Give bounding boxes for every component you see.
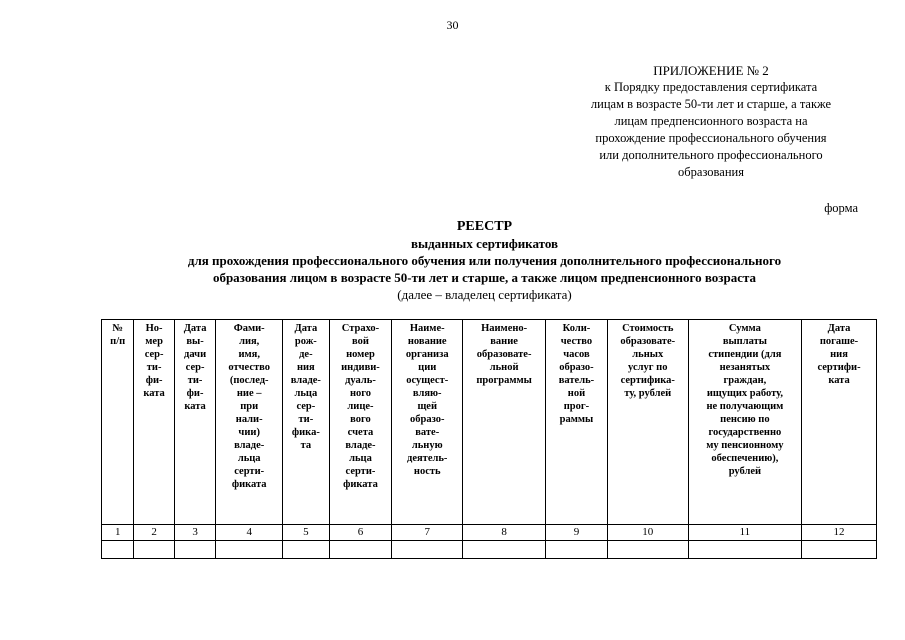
appendix-line: прохождение профессионального обучения [595, 131, 827, 145]
empty-data-row [102, 541, 877, 559]
column-number: 10 [607, 525, 688, 541]
document-title [0, 218, 905, 303]
header-cell: Стоимость образовате- льных услуг по сертифика- ту, рублей [607, 320, 688, 525]
header-cell: Коли- чество часов образо- ватель- ной прог- раммы [546, 320, 608, 525]
column-number: 6 [329, 525, 392, 541]
header-cell: Наимено- вание образовате- льной программы [463, 320, 546, 525]
appendix-line: образования [678, 165, 744, 179]
header-cell: Дата погаше- ния сертифи- ката [802, 320, 877, 525]
appendix-title: ПРИЛОЖЕНИЕ № 2 [653, 63, 769, 78]
empty-cell [216, 541, 283, 559]
title-line: выданных сертификатов [410, 236, 559, 251]
appendix-line: лицам в возрасте 50-ти лет и старше, а также [590, 97, 832, 111]
header-cell: № п/п [102, 320, 134, 525]
column-number: 8 [463, 525, 546, 541]
empty-cell [463, 541, 546, 559]
header-cell: Дата вы- дачи сер- ти- фи- ката [174, 320, 215, 525]
empty-cell [392, 541, 463, 559]
header-cell: Фами- лия, имя, отчество (послед- ние – при нали- чии) владе- льца серти- фиката [216, 320, 283, 525]
column-number: 9 [546, 525, 608, 541]
table-header-row [102, 320, 877, 525]
empty-cell [802, 541, 877, 559]
appendix-line: лицам предпенсионного возраста на [614, 114, 808, 128]
title-line: РЕЕСТР [456, 219, 513, 234]
registry-table [101, 319, 877, 559]
title-line: образования лицом в возрасте 50-ти лет и старше, а также лицом предпенсионного возраста [212, 270, 757, 285]
empty-cell [134, 541, 174, 559]
column-number: 7 [392, 525, 463, 541]
column-number: 1 [102, 525, 134, 541]
header-cell: Сумма выплаты стипендии (для незанятых граждан, ищущих работу, не получающим пенсию по государственно му пенсионному обеспечению), рублей [688, 320, 801, 525]
header-cell: Наиме- нование организа ции осущест- вляю- щей образо- вате- льную деятель- ность [392, 320, 463, 525]
empty-cell [607, 541, 688, 559]
column-number: 3 [174, 525, 215, 541]
empty-cell [546, 541, 608, 559]
header-cell: Дата рож- де- ния владе- льца сер- ти- фика- та [283, 320, 330, 525]
column-number: 12 [802, 525, 877, 541]
column-number: 2 [134, 525, 174, 541]
empty-cell [688, 541, 801, 559]
empty-cell [283, 541, 330, 559]
empty-cell [174, 541, 215, 559]
page-number: 30 [446, 18, 459, 32]
column-number: 4 [216, 525, 283, 541]
title-subline: (далее – владелец сертификата) [397, 287, 572, 302]
appendix-line: к Порядку предоставления сертификата [604, 80, 818, 94]
column-number-row [102, 525, 877, 541]
appendix-line: или дополнительного профессионального [599, 148, 823, 162]
empty-cell [102, 541, 134, 559]
title-line: для прохождения профессионального обучения или получения дополнительного профессионального [187, 253, 782, 268]
header-cell: Но- мер сер- ти- фи- ката [134, 320, 174, 525]
appendix-block [549, 62, 873, 181]
header-cell: Страхо- вой номер индиви- дуаль- ного лице- вого счета владе- льца серти- фиката [329, 320, 392, 525]
empty-cell [329, 541, 392, 559]
column-number: 11 [688, 525, 801, 541]
column-number: 5 [283, 525, 330, 541]
form-label: форма [824, 201, 858, 215]
